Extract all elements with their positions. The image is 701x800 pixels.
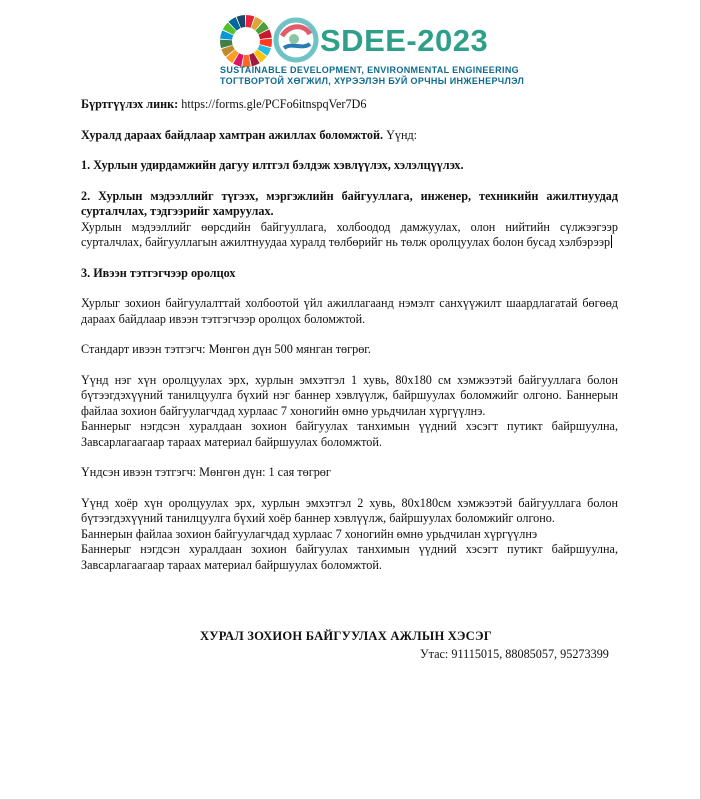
conference-logo-header bbox=[0, 10, 701, 90]
document-body bbox=[81, 97, 618, 573]
main-sponsor-line: Үндсэн ивээн тэтгэгч: Мөнгөн дүн: 1 сая төгрөг bbox=[81, 465, 331, 479]
item1-heading: 1. Хурлын удирдамжийн дагуу илтгэл бэлдэж хэвлүүлэх, хэлэлцүүлэх. bbox=[81, 158, 464, 172]
logo-subtitle-mongolian: ТОГТВОРТОЙ ХӨГЖИЛ, ХҮРЭЭЛЭН БУЙ ОРЧНЫ ИНЖЕНЕРЧЛЭЛ bbox=[220, 76, 525, 86]
item3-paragraph: Хурлыг зохион байгуулалттай холбоотой үйл ажиллагаанд нэмэлт санхүүжилт шаардлагатай бөгөөд дараах байдлаар ивээн тэтгэгчээр оролцох боломжтой. bbox=[81, 296, 618, 326]
logo-subtitle-english: SUSTAINABLE DEVELOPMENT, ENVIRONMENTAL ENGINEERING bbox=[220, 65, 520, 75]
item2-paragraph bbox=[81, 220, 618, 251]
main-sponsor-paragraph-1: Үүнд хоёр хүн оролцуулах эрх, хурлын эмхэтгэл 2 хувь, 80х180см хэмжээтэй байгууллага болон бүтээгдэхүүний танилцуулга бүхий хоёр баннер хэвлүүлж, байршуулах боломжийг олгоно. bbox=[81, 495, 618, 525]
registration-link[interactable]: https://forms.gle/PCFo6itnspqVer7D6 bbox=[178, 97, 367, 111]
sdg-wheel-logo-icon bbox=[218, 12, 320, 70]
contact-phone: Утас: 91115015, 88085057, 95273399 bbox=[420, 647, 609, 661]
standard-sponsor-paragraph-1: Үүнд нэг хүн оролцуулах эрх, хурлын эмхэтгэл 1 хувь, 80х180 см хэмжээтэй байгууллага болон бүтээгдэхүүний танилцуулга бүхий нэг баннер хэвлүүлж, байршуулах боломжийг олгоно. Баннерын файлаа зохион байгуулагчдад хурлаас 7 хоногийн өмнө урьдчилан хүргүүлнэ. bbox=[81, 372, 618, 418]
registration-label: Бүртгүүлэх линк: bbox=[81, 97, 179, 111]
intro-rest: Үүнд: bbox=[383, 127, 418, 142]
item3-heading: 3. Ивээн тэтгэгчээр оролцох bbox=[81, 265, 236, 280]
standard-sponsor-paragraph-2: Баннерыг нэгдсэн хуралдаан зохион байгуулах танхимын үүдний хэсэгт путикт байршуулна, Завсарлагаагаар тараах материал байршуулах боломжтой. bbox=[81, 419, 618, 449]
text-cursor bbox=[611, 235, 612, 248]
intro-line bbox=[81, 128, 618, 144]
intro-bold: Хуралд дараах байдлаар хамтран ажиллах боломжтой. bbox=[81, 127, 384, 142]
logo-title: SDEE-2023 bbox=[320, 23, 489, 58]
item2-heading: 2. Хурлын мэдээллийг түгээх, мэргэжлийн байгууллага, инженер, техникийн ажилтнуудад сурталчлах, тэдгээрийг хамруулах. bbox=[81, 188, 618, 218]
standard-sponsor-line: Стандарт ивээн тэтгэгч: Мөнгөн дүн 500 мянган төгрөг. bbox=[81, 342, 371, 356]
organizing-committee-title: ХУРАЛ ЗОХИОН БАЙГУУЛАХ АЖЛЫН ХЭСЭГ bbox=[200, 629, 492, 643]
main-sponsor-paragraph-3: Баннерыг нэгдсэн хуралдаан зохион байгуулах танхимын үүдний хэсэгт путикт байршуулна, Завсарлагаагаар тараах материал байршуулах боломжтой. bbox=[81, 542, 618, 572]
main-sponsor-paragraph-2: Баннерын файлаа зохион байгуулагчдад хурлаас 7 хоногийн өмнө урьдчилан хүргүүлнэ bbox=[81, 526, 538, 541]
item2-text: Хурлын мэдээллийг өөрсдийн байгууллага, холбоодод дамжуулах, олон нийтийн сүлжээгээр сурталчлах, байгууллагын ажилтнуудаа хуралд төлбөрийг нь төлж оролцуулах болон бусад хэлбэрээр bbox=[81, 219, 618, 249]
registration-line bbox=[81, 97, 618, 113]
